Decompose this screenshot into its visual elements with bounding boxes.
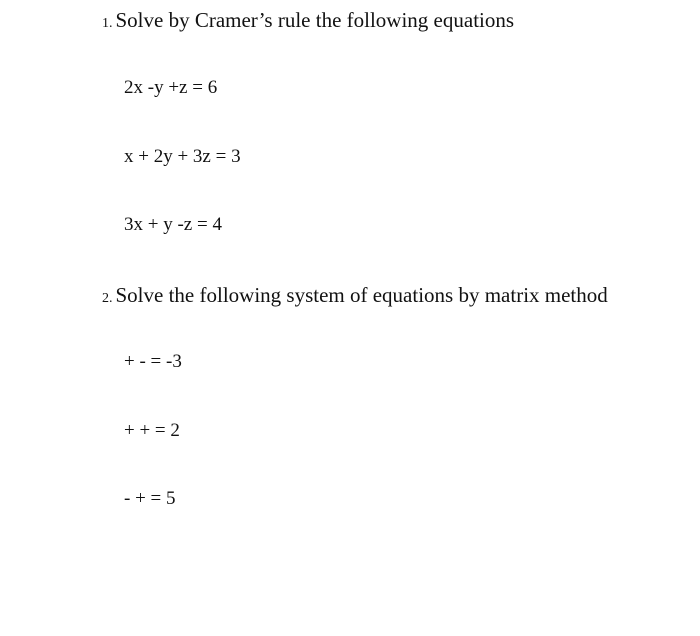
equation-1-1: 2x -y +z = 6 [124,77,218,98]
equation-1-2: x + 2y + 3z = 3 [124,146,241,167]
question-2 [102,283,608,311]
question-number: 1. [102,16,113,31]
question-1 [102,8,514,36]
equation-2-1: + - = -3 [124,351,182,372]
equation-2-3: - + = 5 [124,488,176,509]
equation-1-3: 3x + y -z = 4 [124,214,222,235]
question-number: 2. [102,291,113,306]
equation-2-2: + + = 2 [124,420,180,441]
question-text: Solve the following system of equations by matrix method [115,283,608,307]
question-text: Solve by Cramer’s rule the following equations [115,8,515,32]
